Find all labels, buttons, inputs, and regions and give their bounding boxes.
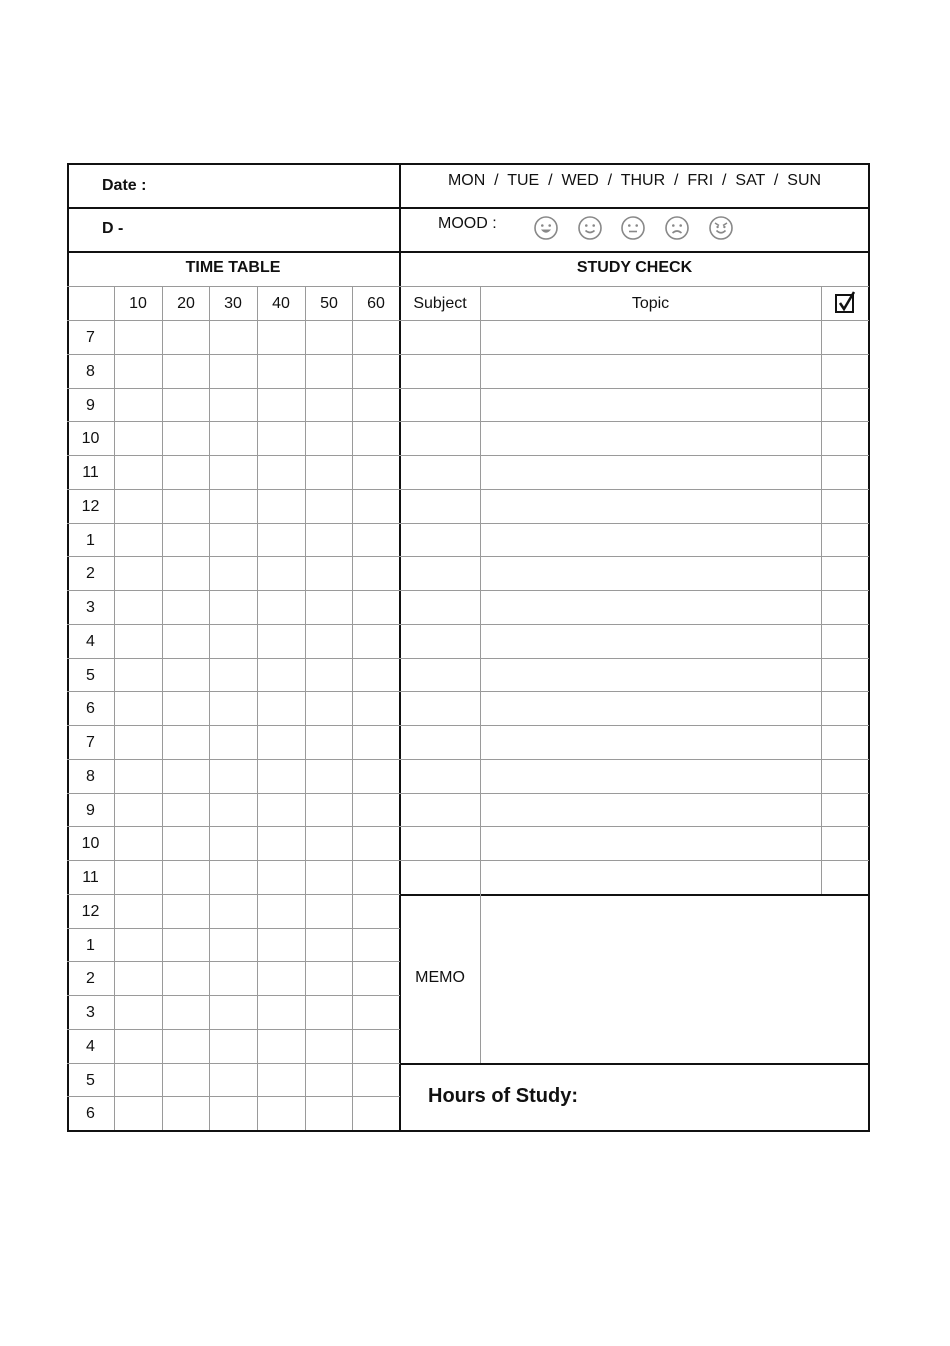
timetable-row-line (67, 894, 400, 895)
timetable-row-line (67, 860, 400, 861)
weekday-separator: / (765, 172, 788, 189)
study-col-line (480, 286, 481, 894)
hour-label: 9 (86, 397, 95, 414)
study-row-line (400, 354, 869, 355)
smile-face-icon[interactable] (578, 216, 602, 240)
timetable-col-line (257, 286, 258, 1130)
timetable-row-line (67, 523, 400, 524)
timetable-row-line (67, 1063, 400, 1064)
hour-label: 7 (86, 734, 95, 751)
timetable-row-line (67, 1096, 400, 1097)
timetable-row-line (67, 759, 400, 760)
timetable-row-line (67, 388, 400, 389)
study-row-line (400, 658, 869, 659)
minute-header: 50 (320, 295, 338, 312)
study-row-line (400, 826, 869, 827)
weekday-sat[interactable]: SAT (735, 172, 766, 189)
study-check-title: STUDY CHECK (576, 259, 693, 276)
hour-label: 2 (86, 970, 95, 987)
study-row-line (400, 455, 869, 456)
weekday-wed[interactable]: WED (561, 172, 599, 189)
neutral-face-icon[interactable] (621, 216, 645, 240)
study-row-line (400, 691, 869, 692)
minute-header: 10 (129, 295, 147, 312)
study-row-line (400, 759, 869, 760)
timetable-row-line (67, 928, 400, 929)
timetable-row-line (67, 658, 400, 659)
timetable-col-line (352, 286, 353, 1130)
hour-label: 5 (86, 1072, 95, 1089)
weekday-separator: / (665, 172, 688, 189)
header-divider (67, 207, 869, 209)
timetable-row-line (67, 691, 400, 692)
hour-label: 8 (86, 768, 95, 785)
timetable-row-line (67, 793, 400, 794)
weekday-separator: / (713, 172, 736, 189)
memo-label: MEMO (415, 969, 465, 986)
weekday-separator: / (598, 172, 621, 189)
hour-label: 3 (86, 599, 95, 616)
dday-label: D - (102, 220, 124, 237)
hour-label: 12 (81, 903, 100, 920)
timetable-row-line (67, 320, 400, 321)
border-top (67, 163, 869, 165)
hours-top-border (400, 1063, 869, 1065)
hour-label: 4 (86, 1038, 95, 1055)
minute-header: 60 (367, 295, 385, 312)
hour-label: 8 (86, 363, 95, 380)
header-divider (67, 251, 869, 253)
minute-header: 30 (224, 295, 242, 312)
weekday-tue[interactable]: TUE (507, 172, 540, 189)
timetable-row-line (67, 489, 400, 490)
timetable-title: TIME TABLE (185, 259, 281, 276)
border-right (868, 163, 870, 1132)
timetable-col-line (209, 286, 210, 1130)
study-row-line (400, 320, 869, 321)
hour-label: 2 (86, 565, 95, 582)
hour-label: 7 (86, 329, 95, 346)
timetable-row-line (67, 624, 400, 625)
grin-face-icon[interactable] (534, 216, 558, 240)
timetable-row-line (67, 354, 400, 355)
hour-label: 11 (82, 869, 99, 886)
weekday-selector (400, 172, 869, 190)
weekday-thur[interactable]: THUR (620, 172, 666, 189)
subject-header: Subject (413, 295, 467, 312)
weekday-separator: / (485, 172, 508, 189)
study-row-line (400, 489, 869, 490)
hour-label: 12 (81, 498, 100, 515)
study-col-line (821, 286, 822, 894)
titles-divider (67, 286, 869, 287)
memo-col-line (480, 894, 481, 1063)
hour-label: 10 (81, 835, 100, 852)
weekday-sun[interactable]: SUN (787, 172, 822, 189)
timetable-col-line (114, 286, 115, 1130)
study-row-line (400, 793, 869, 794)
angry-face-icon[interactable] (709, 216, 733, 240)
minute-header: 20 (177, 295, 195, 312)
hour-label: 6 (86, 1105, 95, 1122)
timetable-row-line (67, 995, 400, 996)
hour-label: 9 (86, 802, 95, 819)
hour-label: 1 (86, 532, 95, 549)
hour-label: 6 (86, 700, 95, 717)
study-row-line (400, 556, 869, 557)
study-row-line (400, 523, 869, 524)
hour-label: 10 (81, 430, 100, 447)
timetable-row-line (67, 455, 400, 456)
study-row-line (400, 624, 869, 625)
minute-header: 40 (272, 295, 290, 312)
hour-label: 1 (86, 937, 95, 954)
border-bottom (67, 1130, 870, 1132)
date-label: Date : (102, 177, 147, 194)
timetable-row-line (67, 961, 400, 962)
timetable-row-line (67, 1029, 400, 1030)
timetable-row-line (67, 590, 400, 591)
topic-header: Topic (631, 295, 670, 312)
timetable-col-line (162, 286, 163, 1130)
hour-label: 11 (82, 464, 99, 481)
study-row-line (400, 860, 869, 861)
study-row-line (400, 725, 869, 726)
study-row-line (400, 388, 869, 389)
hour-label: 3 (86, 1004, 95, 1021)
weekday-fri[interactable]: FRI (687, 172, 714, 189)
timetable-row-line (67, 826, 400, 827)
hour-label: 5 (86, 667, 95, 684)
mood-label: MOOD : (438, 215, 497, 232)
timetable-row-line (67, 421, 400, 422)
timetable-row-line (67, 725, 400, 726)
weekday-mon[interactable]: MON (447, 172, 486, 189)
timetable-row-line (67, 556, 400, 557)
timetable-col-line (305, 286, 306, 1130)
sad-face-icon[interactable] (665, 216, 689, 240)
study-row-line (400, 590, 869, 591)
hours-of-study-label: Hours of Study: (428, 1085, 578, 1107)
study-row-line (400, 421, 869, 422)
hour-label: 4 (86, 633, 95, 650)
memo-top-border (400, 894, 869, 896)
weekday-separator: / (539, 172, 562, 189)
checkbox-checked-icon (834, 291, 856, 315)
